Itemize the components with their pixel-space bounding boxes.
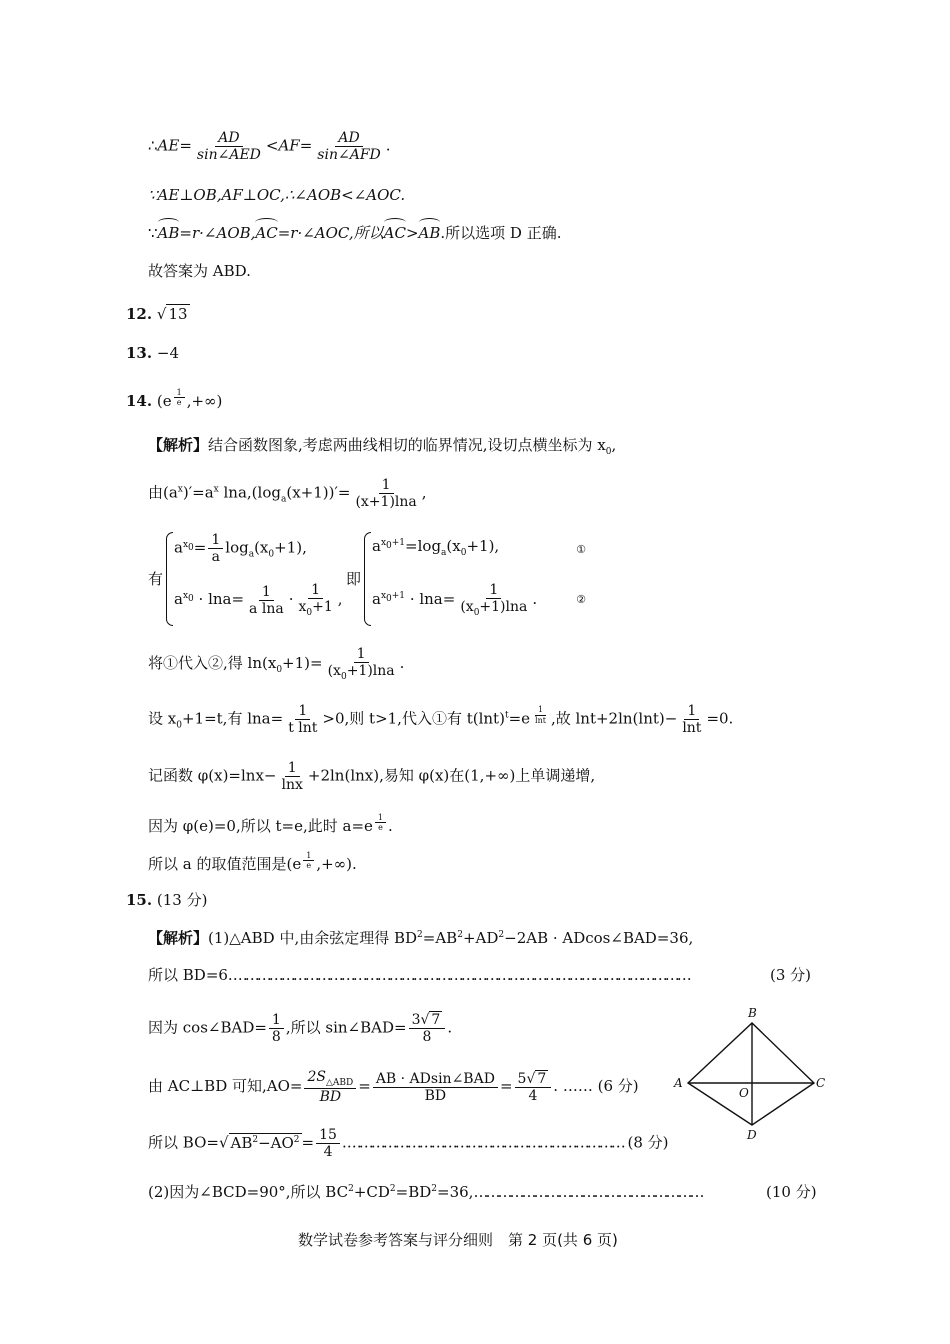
text: 7 bbox=[537, 1070, 547, 1087]
analysis-14 bbox=[148, 436, 616, 458]
denominator: e bbox=[306, 861, 312, 871]
fraction bbox=[295, 582, 335, 618]
label-a: A bbox=[674, 1076, 683, 1090]
sqrt-icon: √ bbox=[420, 1012, 430, 1028]
sys2-row1 bbox=[372, 537, 499, 559]
text: (2)因为∠BCD=90°,所以 BC bbox=[148, 1183, 349, 1201]
q15 bbox=[126, 891, 207, 909]
left-brace bbox=[364, 532, 371, 626]
q13 bbox=[126, 344, 179, 362]
arc-ab: AB bbox=[418, 224, 441, 242]
denominator: 4 bbox=[528, 1087, 538, 1104]
sup: x bbox=[213, 484, 219, 495]
numerator: 1 bbox=[303, 851, 314, 861]
text: lna,(log bbox=[218, 483, 281, 502]
text: 设 x bbox=[148, 709, 177, 728]
text: (x bbox=[327, 663, 341, 680]
text: ,+∞). bbox=[316, 855, 357, 874]
text: = bbox=[299, 136, 313, 155]
points-6: (6 分) bbox=[597, 1077, 639, 1096]
sys2-row2 bbox=[372, 582, 537, 618]
text: +CD bbox=[353, 1183, 390, 1201]
phi-line bbox=[148, 760, 595, 793]
label-c: C bbox=[816, 1076, 826, 1090]
text: +2ln(lnx),易知 φ(x)在(1,+∞)上单调递增, bbox=[307, 766, 596, 785]
sqrt-icon: √ bbox=[156, 305, 167, 323]
numerator: AD bbox=[215, 130, 242, 147]
text: )′=a bbox=[182, 483, 214, 502]
leader-dots: …………………………………………………………… bbox=[346, 1133, 623, 1152]
sup: +1 bbox=[391, 591, 406, 602]
question-number: 12. bbox=[126, 305, 153, 323]
text: =e bbox=[508, 709, 531, 728]
fraction bbox=[194, 130, 264, 163]
derivatives bbox=[148, 477, 427, 510]
numerator: 1 bbox=[295, 703, 310, 720]
leader-dots: …… bbox=[562, 1077, 593, 1096]
sub: △ABD bbox=[325, 1077, 354, 1088]
text: >0,则 t>1,代入①有 t(lnt) bbox=[322, 709, 505, 728]
numerator: 1 bbox=[535, 705, 546, 715]
text: +1)lna bbox=[479, 599, 528, 616]
text: . bbox=[447, 1018, 453, 1037]
sub: 0 bbox=[340, 671, 347, 682]
therefore-sign: ∴ bbox=[148, 136, 158, 155]
arc-ac: AC bbox=[255, 224, 278, 242]
text: . bbox=[385, 136, 391, 155]
text: = bbox=[193, 538, 207, 557]
numerator: 1 bbox=[308, 582, 323, 599]
numerator: AB · ADsin∠BAD bbox=[373, 1071, 498, 1088]
denominator: lnt bbox=[682, 720, 702, 737]
text: =r·∠AOB, bbox=[179, 224, 256, 242]
bo-line bbox=[148, 1127, 669, 1160]
denominator: sin∠AFD bbox=[317, 147, 381, 164]
sys1-label: 有 bbox=[148, 570, 164, 588]
text: . bbox=[532, 590, 538, 609]
text: =r·∠AOC,所以 bbox=[277, 224, 384, 242]
quadrilateral bbox=[688, 1023, 814, 1125]
text: log bbox=[225, 538, 249, 557]
text: =0. bbox=[706, 709, 734, 728]
text: > bbox=[405, 224, 419, 242]
sup: x bbox=[182, 539, 189, 550]
points-10: (10 分) bbox=[766, 1183, 817, 1201]
sup: x bbox=[182, 591, 189, 602]
sub: a bbox=[441, 548, 447, 558]
text: −AO bbox=[258, 1133, 294, 1152]
range-line bbox=[148, 851, 357, 873]
sup: x bbox=[380, 591, 387, 602]
quadrilateral-diagram bbox=[668, 1005, 838, 1145]
text: (e bbox=[156, 392, 172, 411]
circled-two: ② bbox=[576, 593, 586, 606]
analysis-tag: 【解析】 bbox=[148, 436, 209, 454]
sub: 0 bbox=[188, 542, 194, 553]
exp-fraction bbox=[303, 851, 314, 870]
line-ae-af bbox=[148, 130, 391, 163]
cosine-law-line bbox=[148, 929, 693, 947]
denominator: a bbox=[211, 549, 220, 566]
text: =log bbox=[405, 537, 442, 555]
text: a bbox=[372, 590, 381, 609]
text: · bbox=[288, 590, 294, 609]
text: , bbox=[421, 483, 427, 502]
fraction bbox=[304, 1069, 356, 1105]
fraction bbox=[457, 582, 530, 618]
text: 因为 φ(e)=0,所以 t=e,此时 a=e bbox=[148, 817, 373, 836]
substitute-line bbox=[148, 646, 404, 682]
text: < bbox=[265, 136, 279, 155]
text: = bbox=[358, 1077, 371, 1096]
text: +1)lna bbox=[346, 663, 395, 680]
text: ,故 lnt+2ln(lnt)− bbox=[550, 709, 678, 728]
fraction bbox=[409, 1012, 446, 1045]
cos-sin-line bbox=[148, 1012, 452, 1045]
fraction bbox=[269, 1012, 284, 1045]
sup: 2 bbox=[457, 930, 463, 940]
fraction bbox=[679, 703, 704, 736]
text: =BD bbox=[395, 1183, 432, 1201]
answer-abd: 故答案为 ABD. bbox=[148, 262, 251, 280]
sup: 2 bbox=[417, 930, 423, 940]
text: 将①代入②,得 ln(x bbox=[148, 654, 277, 673]
exp-fraction bbox=[532, 705, 549, 724]
text: 5 bbox=[517, 1070, 527, 1087]
text: 结合函数图象,考虑两曲线相切的临界情况,设切点横坐标为 x bbox=[208, 436, 606, 454]
question-number: 13. bbox=[126, 344, 153, 362]
left-brace bbox=[166, 532, 173, 626]
set-t-line bbox=[148, 703, 733, 736]
fraction bbox=[325, 646, 398, 682]
sup: +1 bbox=[391, 538, 406, 548]
denominator: t lnt bbox=[288, 720, 318, 737]
numerator: 1 bbox=[174, 388, 185, 398]
sub: 0 bbox=[473, 607, 480, 618]
sup: t bbox=[504, 710, 509, 721]
numerator: 1 bbox=[208, 532, 223, 549]
sub: 0 bbox=[268, 549, 275, 560]
fraction bbox=[373, 1071, 498, 1104]
denominator: a lna bbox=[249, 600, 284, 617]
text: 由 AC⊥BD 可知,AO= bbox=[148, 1077, 303, 1096]
text: 所以 BD=6. bbox=[148, 966, 233, 984]
text: , bbox=[611, 436, 617, 454]
text: 因为 cos∠BAD= bbox=[148, 1018, 267, 1037]
fraction bbox=[279, 760, 306, 793]
text: +1), bbox=[274, 538, 307, 557]
sub: 0 bbox=[188, 593, 194, 604]
because-sign: ∵ bbox=[148, 224, 158, 242]
text: a bbox=[174, 538, 183, 557]
denominator: lnx bbox=[281, 777, 303, 794]
sys1-row1 bbox=[174, 532, 307, 565]
fraction bbox=[314, 130, 383, 163]
denominator: (x+1)lna bbox=[355, 494, 417, 511]
question-number: 14. bbox=[126, 392, 153, 411]
exp-fraction bbox=[174, 388, 185, 407]
fraction bbox=[208, 532, 223, 565]
text: = bbox=[499, 1077, 513, 1096]
sys1-row2 bbox=[174, 582, 343, 618]
sqrt-icon: √ bbox=[218, 1133, 229, 1152]
numerator: 1 bbox=[375, 813, 386, 823]
text: +1)= bbox=[282, 654, 323, 673]
text: = bbox=[179, 136, 192, 155]
text: (1)△ABD 中,由余弦定理得 BD bbox=[208, 929, 418, 947]
text: 所以 a 的取值范围是(e bbox=[148, 855, 302, 874]
text: · lna= bbox=[193, 590, 245, 609]
sub: a bbox=[248, 549, 255, 560]
text: . bbox=[553, 1077, 559, 1096]
q12 bbox=[126, 305, 190, 323]
text: (x bbox=[446, 537, 461, 555]
leader-dots: …………………………………………………………………………………………………… bbox=[232, 966, 689, 984]
text: = bbox=[301, 1133, 315, 1152]
circled-one: ① bbox=[576, 543, 586, 556]
fraction bbox=[352, 477, 419, 510]
subscript: 0 bbox=[605, 447, 612, 457]
text: 记函数 φ(x)=lnx− bbox=[148, 766, 277, 785]
text: . bbox=[341, 1133, 347, 1152]
denominator: lnt bbox=[535, 715, 546, 725]
label-d: D bbox=[747, 1128, 757, 1142]
sup: 2 bbox=[293, 1134, 300, 1145]
text: −2AB · ADcos∠BAD=36, bbox=[504, 929, 694, 947]
line-arcs bbox=[148, 224, 562, 242]
denominator: 4 bbox=[323, 1144, 333, 1161]
points-8: (8 分) bbox=[627, 1133, 669, 1152]
text: 所以 BO= bbox=[148, 1133, 219, 1152]
numerator: 1 bbox=[684, 703, 699, 720]
points: (13 分) bbox=[156, 891, 208, 909]
text: =AB bbox=[422, 929, 458, 947]
sup: 2 bbox=[252, 1134, 259, 1145]
denominator: BD bbox=[424, 1087, 447, 1104]
q14 bbox=[126, 388, 222, 410]
text: AF bbox=[278, 136, 300, 155]
arc-ab: AB bbox=[157, 224, 180, 242]
page-footer: 数学试卷参考答案与评分细则 第 2 页(共 6 页) bbox=[298, 1231, 618, 1249]
text: ,所以 sin∠BAD= bbox=[285, 1018, 407, 1037]
points-3: (3 分) bbox=[770, 966, 812, 984]
text: · lna= bbox=[405, 590, 456, 609]
text: 3 bbox=[411, 1012, 421, 1028]
text: +AD bbox=[462, 929, 499, 947]
numerator: AD bbox=[335, 130, 362, 147]
numerator: 1 bbox=[285, 760, 300, 777]
text: 由(a bbox=[148, 483, 178, 502]
marker-1 bbox=[574, 539, 588, 557]
sub: a bbox=[280, 494, 287, 505]
text: +1 bbox=[312, 599, 333, 616]
denominator: 8 bbox=[271, 1029, 281, 1046]
sup: 2 bbox=[348, 1184, 354, 1194]
sys2-label: 即 bbox=[346, 570, 362, 588]
analysis-tag: 【解析】 bbox=[148, 929, 209, 947]
numerator: 1 bbox=[269, 1012, 284, 1029]
text: . bbox=[399, 654, 405, 673]
answer: −4 bbox=[156, 344, 180, 362]
bd-line bbox=[148, 966, 689, 984]
sqrt-icon: √ bbox=[526, 1070, 536, 1087]
exp-fraction bbox=[375, 813, 386, 832]
numerator: 1 bbox=[379, 477, 394, 494]
numerator: 1 bbox=[486, 582, 501, 599]
text: .所以选项 D 正确. bbox=[440, 224, 562, 242]
sup: 2 bbox=[389, 1184, 396, 1194]
text: a bbox=[174, 590, 183, 609]
text: AB bbox=[230, 1133, 253, 1152]
marker-2 bbox=[574, 589, 588, 607]
numerator: 1 bbox=[354, 646, 369, 663]
text: =36, bbox=[437, 1183, 474, 1201]
text: (x bbox=[460, 599, 474, 616]
fraction bbox=[316, 1127, 340, 1160]
text: . bbox=[388, 817, 393, 836]
sub: 0 bbox=[176, 720, 182, 731]
denominator: e bbox=[176, 398, 182, 408]
text: +1=t,有 lna= bbox=[181, 709, 284, 728]
sup: 2 bbox=[498, 930, 505, 940]
answer: 13 bbox=[168, 305, 188, 323]
sup: x bbox=[177, 484, 183, 495]
sub: 0 bbox=[276, 665, 283, 676]
part2-line bbox=[148, 1183, 701, 1201]
text: ,+∞) bbox=[186, 392, 223, 411]
label-o: O bbox=[739, 1086, 749, 1100]
sub: 0 bbox=[386, 540, 392, 551]
sub: 0 bbox=[386, 593, 392, 604]
numerator: 15 bbox=[316, 1127, 340, 1144]
denominator: e bbox=[378, 823, 383, 833]
arc-ac: AC bbox=[383, 224, 406, 242]
leader-dots: ………………………………………………… bbox=[473, 1183, 702, 1201]
text: x bbox=[298, 599, 307, 616]
line-perpendicular: ∵AE⊥OB,AF⊥OC,∴∠AOB<∠AOC. bbox=[148, 186, 406, 204]
fraction bbox=[515, 1071, 552, 1104]
label-b: B bbox=[748, 1006, 757, 1020]
fraction bbox=[246, 584, 287, 617]
question-number: 15. bbox=[126, 891, 153, 909]
text: +1), bbox=[466, 537, 500, 555]
text: a bbox=[372, 537, 381, 555]
text: , bbox=[337, 590, 343, 609]
text: 2S bbox=[307, 1069, 326, 1085]
text: (x+1))′= bbox=[286, 483, 351, 502]
sub: 0 bbox=[460, 548, 467, 558]
text: AE bbox=[157, 136, 180, 155]
numerator: 1 bbox=[259, 584, 274, 601]
fraction bbox=[285, 703, 320, 736]
text: (x bbox=[254, 538, 269, 557]
sub: 0 bbox=[306, 607, 313, 618]
denominator: 8 bbox=[422, 1029, 432, 1046]
ao-line bbox=[148, 1069, 639, 1105]
sup: 2 bbox=[431, 1184, 437, 1194]
phi-e-line bbox=[148, 813, 393, 835]
denominator: BD bbox=[319, 1089, 342, 1106]
sup: x bbox=[380, 538, 387, 548]
denominator: sin∠AED bbox=[196, 147, 261, 164]
text: 7 bbox=[431, 1012, 441, 1028]
